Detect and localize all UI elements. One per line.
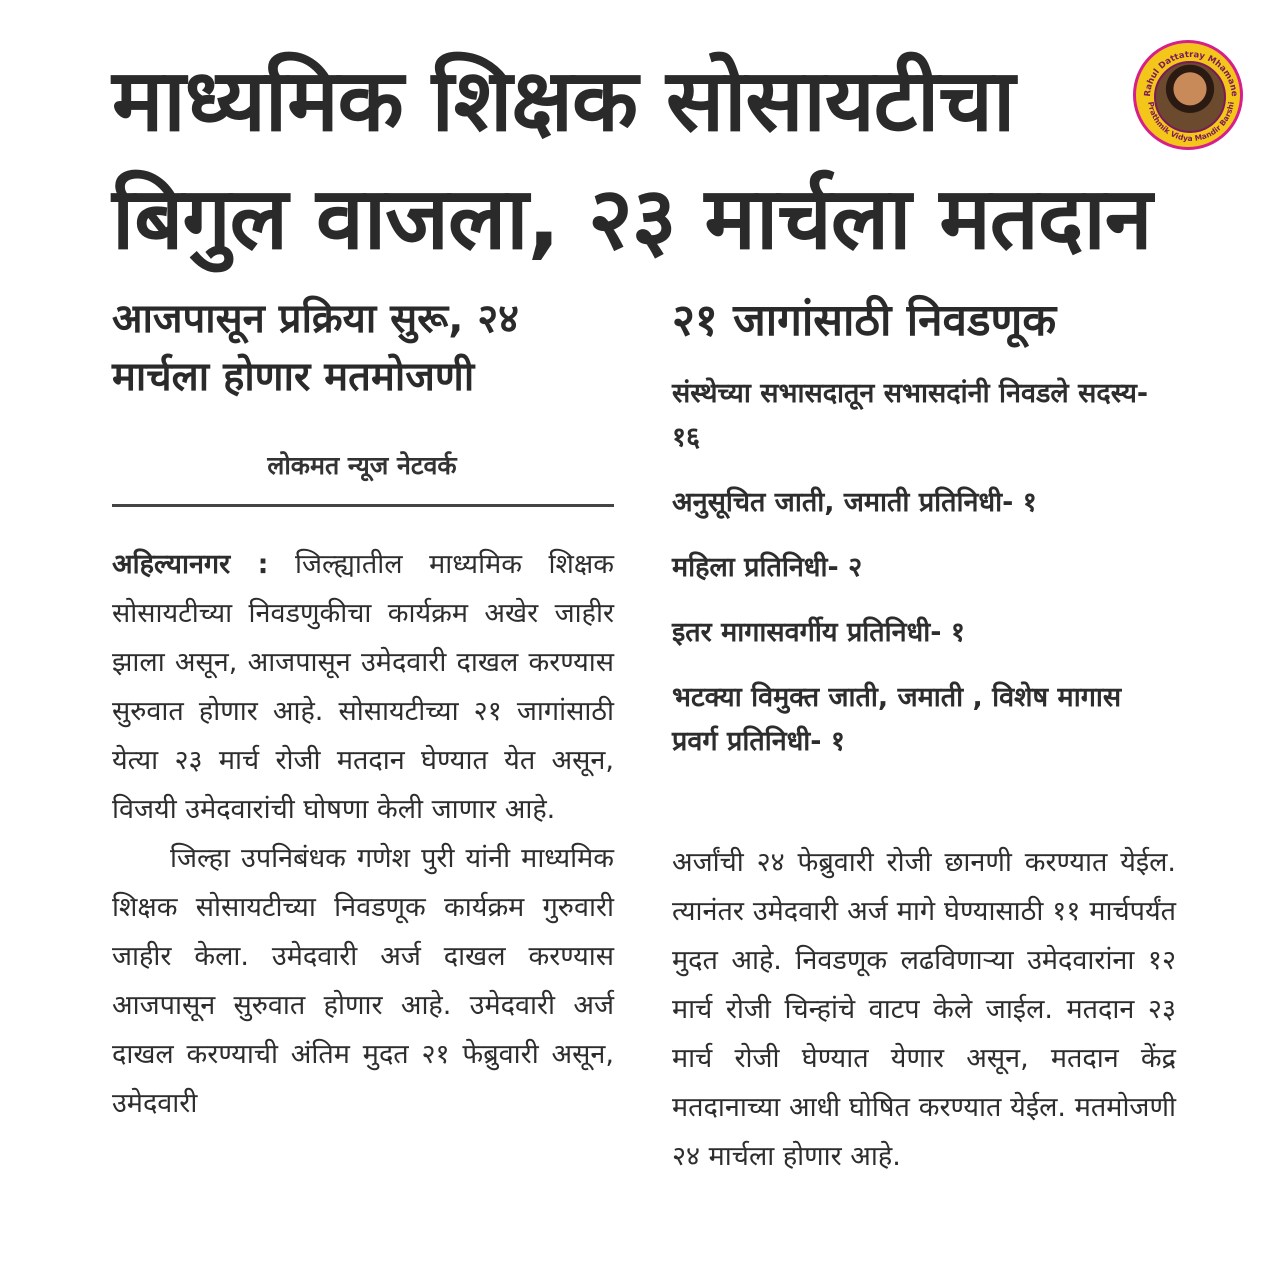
subheadline-left-line-1: आजपासून प्रक्रिया सुरू, २४ bbox=[112, 296, 519, 342]
dateline: अहिल्यानगर : bbox=[112, 549, 269, 580]
seat-item: महिला प्रतिनिधी- २ bbox=[672, 552, 863, 583]
byline: लोकमत न्यूज नेटवर्क bbox=[267, 451, 457, 480]
paragraph-2: जिल्हा उपनिबंधक गणेश पुरी यांनी माध्यमिक शिक्षक सोसायटीच्या निवडणूक कार्यक्रम गुरुवारी जाहीर केला. उमेदवारी अर्ज दाखल करण्यास आजपासून सुरुवात होणार आहे. उमेदवारी अर्ज दाखल करण्याची अंतिम मुदत २१ फेब्रुवारी असून, उमेदवारी bbox=[112, 843, 614, 1119]
badge-bottom-text: Prathmik Vidya Mandir Barshi bbox=[1146, 101, 1236, 144]
subheadline-left-line-2: मार्चला होणार मतमोजणी bbox=[112, 354, 475, 400]
paragraph-1-text: जिल्ह्यातील माध्यमिक शिक्षक सोसायटीच्या निवडणुकीचा कार्यक्रम अखेर जाहीर झाला असून, आजपासून उमेदवारी दाखल करण्यास सुरुवात होणार आहे. सोसायटीच्या २१ जागांसाठी येत्या २३ मार्च रोजी मतदान घेण्यात येत असून, विजयी उमेदवारांची घोषणा केली जाणार आहे. bbox=[112, 549, 614, 825]
subheadline-left bbox=[112, 290, 612, 406]
seat-item: संस्थेच्या सभासदातून सभासदांनी निवडले सदस्य- १६ bbox=[672, 378, 1149, 453]
paragraph-1 bbox=[112, 540, 614, 834]
headline-line-2: बिगुल वाजला, २३ मार्चला मतदान bbox=[112, 169, 1152, 269]
svg-text:Prathmik Vidya Mandir Barshi bbox=[1146, 101, 1236, 143]
badge-top-text: Rahul Dattatray Mhamane bbox=[1142, 49, 1240, 98]
headline-line-1: माध्यमिक शिक्षक सोसायटीचा bbox=[112, 51, 1015, 151]
badge-ring-text bbox=[1136, 43, 1246, 153]
divider bbox=[112, 504, 614, 507]
article-body-left bbox=[112, 540, 614, 1128]
profile-badge bbox=[1133, 40, 1243, 150]
seat-item: इतर मागासवर्गीय प्रतिनिधी- १ bbox=[672, 617, 965, 648]
seat-breakdown-list bbox=[672, 372, 1172, 785]
paragraph-3: अर्जांची २४ फेब्रुवारी रोजी छानणी करण्यात येईल. त्यानंतर उमेदवारी अर्ज मागे घेण्यासाठी ११ मार्चपर्यंत मुदत आहे. निवडणूक लढविणाऱ्या उमेदवारांना १२ मार्च रोजी चिन्हांचे वाटप केले जाईल. मतदान २३ मार्च रोजी घेण्यात येणार असून, मतदान केंद्र मतदानाच्या आधी घोषित करण्यात येईल. मतमोजणी २४ मार्चला होणार आहे. bbox=[672, 847, 1176, 1172]
seat-item: अनुसूचित जाती, जमाती प्रतिनिधी- १ bbox=[672, 487, 1037, 518]
article-body-right bbox=[672, 838, 1176, 1181]
headline bbox=[112, 42, 1172, 278]
subheadline-right: २१ जागांसाठी निवडणूक bbox=[672, 295, 1057, 346]
svg-text:Rahul Dattatray Mhamane bbox=[1143, 50, 1239, 97]
seat-item: भटक्या विमुक्त जाती, जमाती , विशेष मागास प्रवर्ग प्रतिनिधी- १ bbox=[672, 682, 1122, 757]
